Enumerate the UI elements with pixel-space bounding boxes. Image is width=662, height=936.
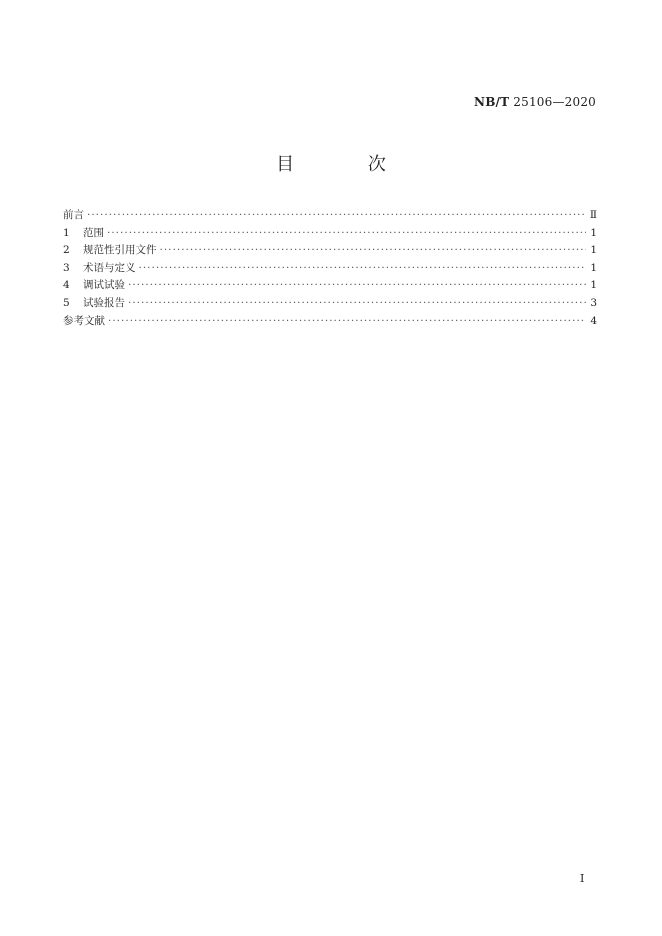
standard-number: 25106—2020	[513, 95, 596, 109]
toc-item-label: 前言	[63, 209, 84, 221]
toc-item-number: 3	[63, 261, 70, 274]
toc-dot-leader	[108, 313, 586, 331]
toc-item-scope[interactable]	[63, 225, 597, 243]
toc-item-page: 4	[590, 314, 597, 327]
toc-item-number: 1	[63, 226, 70, 239]
toc-item-number: 5	[63, 296, 70, 309]
toc-item-page: 1	[590, 279, 597, 292]
toc-item-label: 规范性引用文件	[83, 244, 157, 257]
toc-item-label: 试验报告	[83, 296, 125, 309]
toc-item-page: 1	[590, 244, 597, 257]
toc-item-normative-references[interactable]	[63, 242, 597, 260]
toc-item-label: 调试试验	[83, 279, 125, 292]
standard-prefix: NB/T	[474, 95, 510, 109]
toc-item-foreword[interactable]	[63, 207, 597, 225]
toc-item-number: 4	[63, 279, 70, 292]
toc-item-label: 术语与定义	[83, 261, 136, 274]
page-title: 目 次	[276, 154, 420, 175]
standard-code	[474, 95, 596, 109]
toc-dot-leader	[107, 225, 586, 243]
toc-item-bibliography[interactable]	[63, 313, 597, 331]
table-of-contents	[63, 207, 597, 330]
toc-dot-leader	[87, 207, 586, 225]
toc-item-label: 参考文献	[63, 314, 105, 327]
toc-item-page: 3	[590, 296, 597, 309]
toc-item-commissioning-tests[interactable]	[63, 277, 597, 295]
toc-item-test-report[interactable]	[63, 295, 597, 313]
toc-dot-leader	[128, 277, 586, 295]
toc-item-label: 范围	[83, 226, 104, 239]
toc-item-page: Ⅱ	[589, 209, 597, 221]
toc-item-page: 1	[590, 226, 597, 239]
toc-dot-leader	[128, 295, 586, 313]
toc-item-terms-definitions[interactable]	[63, 260, 597, 278]
toc-item-page: 1	[590, 261, 597, 274]
toc-item-number: 2	[63, 244, 70, 257]
page-number: I	[580, 872, 585, 885]
toc-dot-leader	[139, 260, 587, 278]
toc-dot-leader	[160, 242, 587, 260]
